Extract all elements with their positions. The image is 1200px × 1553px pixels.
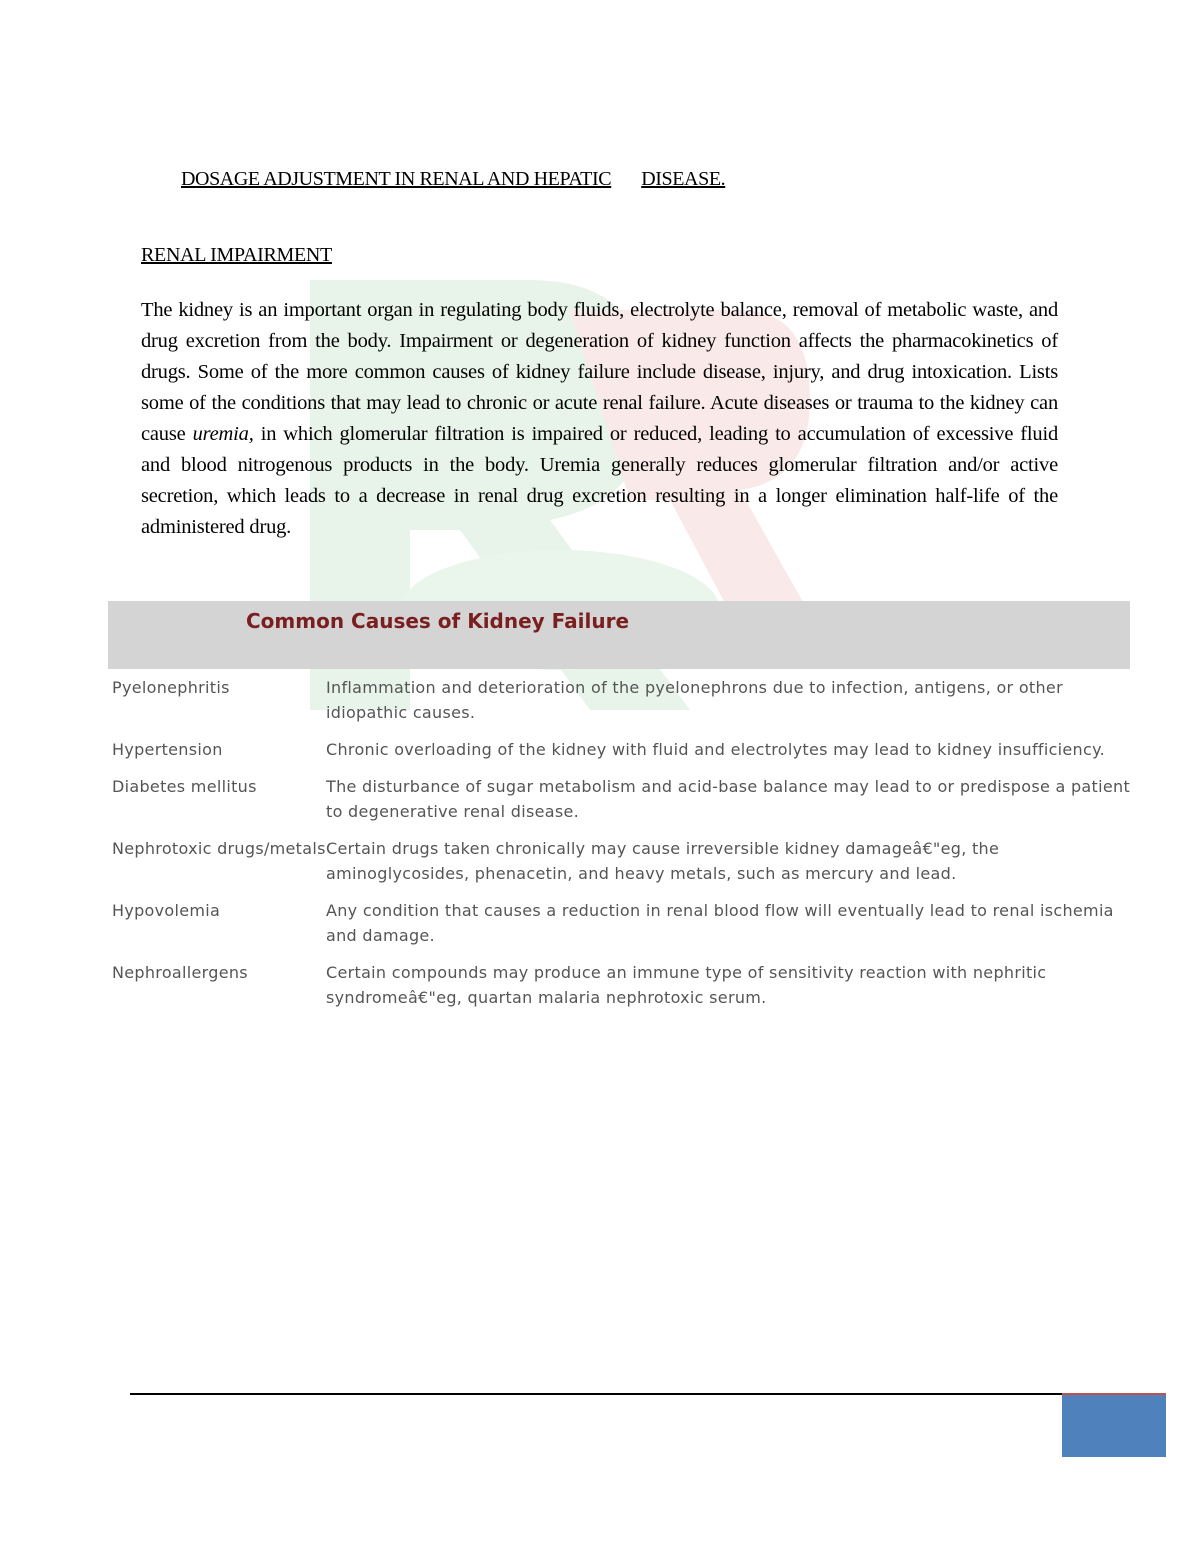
table-row: [108, 836, 1130, 886]
document-title-part1: DOSAGE ADJUSTMENT IN RENAL AND HEPATIC: [181, 168, 612, 190]
row-term: Nephroallergens: [112, 963, 248, 982]
table-row: [108, 960, 1130, 1010]
document-title-part2: DISEASE.: [641, 168, 726, 190]
paragraph-text-2: in which glomerular filtration is impaired or reduced, leading to accumulation of excessive fluid and blood nitrogenous products in the body. Uremia generally reduces glomerular filtration and/or active secretion, which leads to a decrease in renal drug excretion resulting in a longer elimination half-life of the administered drug.: [141, 423, 1059, 538]
table-row: [108, 737, 1130, 762]
causes-table: [108, 601, 1130, 1010]
row-description: Certain compounds may produce an immune type of sensitivity reaction with nephritic syndromeâ€"eg, quartan malaria nephrotoxic serum.: [326, 963, 1047, 1007]
row-description: Certain drugs taken chronically may cause irreversible kidney damageâ€"eg, the aminoglycosides, phenacetin, and heavy metals, such as mercury and lead.: [326, 839, 1000, 883]
row-term: Hypertension: [112, 740, 223, 759]
paragraph-text-1: The kidney is an important organ in regulating body fluids, electrolyte balance, removal of metabolic waste, and drug excretion from the body. Impairment or degeneration of kidney function affects the pharmacokinetics of drugs. Some of the more common causes of kidney failure include disease, injury, and drug intoxication. Lists some of the conditions that may lead to chronic or acute renal failure. Acute diseases or trauma to the kidney can cause: [141, 299, 1058, 445]
row-term: Nephrotoxic drugs/metals: [112, 839, 326, 858]
section-heading: RENAL IMPAIRMENT: [141, 244, 332, 266]
row-description: Chronic overloading of the kidney with fluid and electrolytes may lead to kidney insufficiency.: [326, 740, 1105, 759]
row-term: Diabetes mellitus: [112, 777, 257, 796]
causes-table-header: [108, 601, 1130, 669]
paragraph-italic-term: uremia,: [192, 423, 254, 445]
row-description: Any condition that causes a reduction in renal blood flow will eventually lead to renal ischemia and damage.: [326, 901, 1114, 945]
body-paragraph: [141, 295, 1058, 543]
row-description: Inflammation and deterioration of the pyelonephrons due to infection, antigens, or other idiopathic causes.: [326, 678, 1063, 722]
footer-rule: [130, 1393, 1065, 1395]
row-term: Pyelonephritis: [112, 678, 230, 697]
row-description: The disturbance of sugar metabolism and acid-base balance may lead to or predispose a patient to degenerative renal disease.: [326, 777, 1131, 821]
causes-table-title: Common Causes of Kidney Failure: [246, 609, 630, 633]
table-row: [108, 675, 1130, 725]
page-number-box: [1062, 1395, 1166, 1457]
row-term: Hypovolemia: [112, 901, 221, 920]
table-row: [108, 898, 1130, 948]
document-title: [181, 168, 725, 191]
table-row: [108, 774, 1130, 824]
